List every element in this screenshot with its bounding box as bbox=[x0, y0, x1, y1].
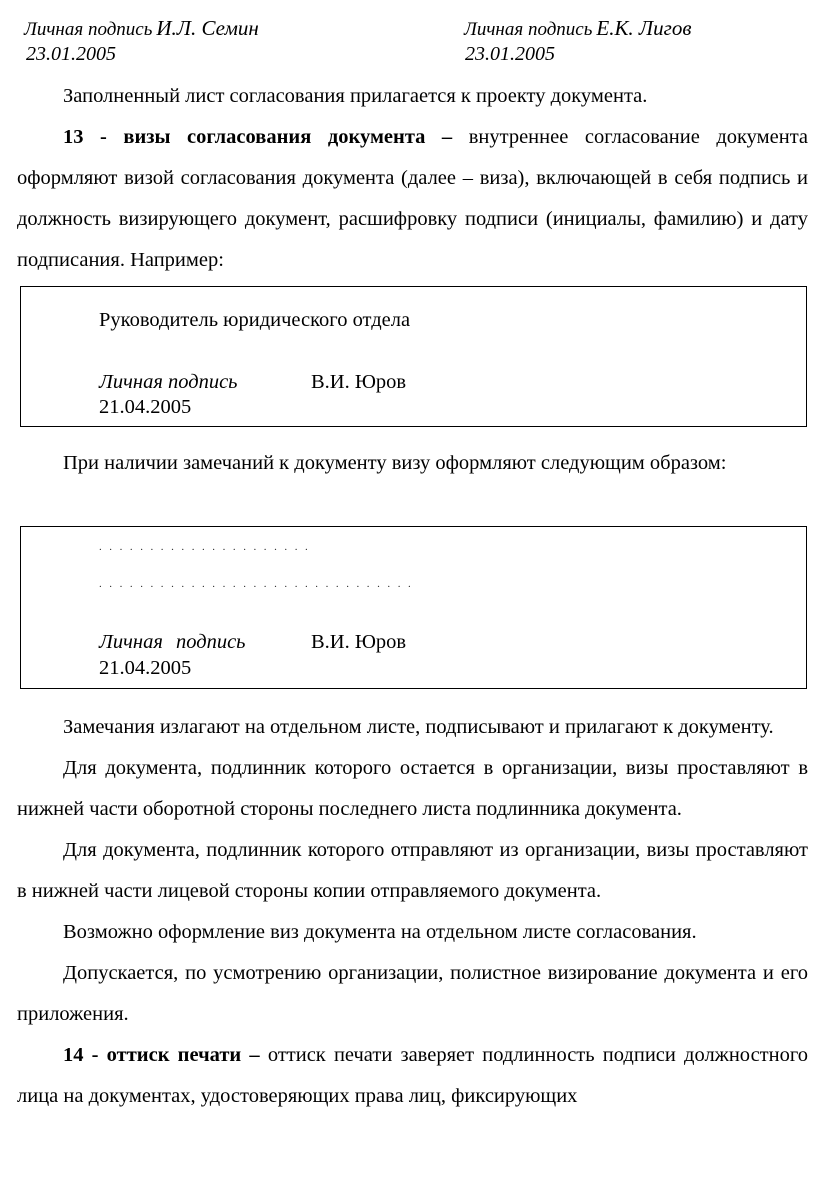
signature-block-left bbox=[24, 16, 259, 41]
remarks-dots-line: . . . . . . . . . . . . . . . . . . . . . bbox=[99, 541, 311, 553]
paragraph-list bbox=[17, 707, 808, 1117]
signature-name: Е.К. Лигов bbox=[596, 16, 692, 40]
section-14-heading: 14 - оттиск печати – bbox=[63, 1044, 260, 1066]
visa-name: В.И. Юров bbox=[311, 371, 407, 393]
paragraph: Допускается, по усмотрению организации, полистное визирование документа и его приложения. bbox=[17, 962, 808, 1025]
paragraph: Для документа, подлинник которого остается в организации, визы проставляют в нижней части оборотной стороны последнего листа подлинника документа. bbox=[17, 757, 808, 820]
section-13-heading: 13 - визы согласования документа – bbox=[63, 126, 453, 148]
signature-label: Личная подпись bbox=[24, 19, 153, 40]
section-13-text: внутреннее согласование документа оформляют визой согласования документа (далее – виза), включающей в себя подпись и должность визирующего документ, расшифровку подписи (инициалы, фамилию) и дату подписания. Например: bbox=[17, 126, 809, 271]
paragraph-remarks-intro bbox=[17, 443, 808, 484]
visa-example-box bbox=[20, 286, 807, 427]
visa-date: 21.04.2005 bbox=[99, 657, 192, 679]
signature-date: 23.01.2005 bbox=[26, 43, 116, 65]
visa-position: Руководитель юридического отдела bbox=[99, 309, 411, 331]
visa-name: В.И. Юров bbox=[311, 631, 407, 653]
paragraph-attached bbox=[17, 76, 808, 117]
paragraph-text: Заполненный лист согласования прилагается к проекту документа. bbox=[63, 85, 648, 107]
section-14 bbox=[17, 1035, 808, 1117]
section-13 bbox=[17, 117, 808, 281]
signature-label: Личная подпись bbox=[464, 19, 593, 40]
visa-signature-label: Личная подпись bbox=[99, 631, 246, 653]
visa-signature-label: Личная подпись bbox=[99, 371, 238, 393]
signature-date: 23.01.2005 bbox=[465, 43, 555, 65]
signature-block-right bbox=[464, 16, 691, 41]
signature-name: И.Л. Семин bbox=[156, 16, 259, 40]
visa-date: 21.04.2005 bbox=[99, 396, 192, 418]
paragraph: Замечания излагают на отдельном листе, подписывают и прилагают к документу. bbox=[63, 716, 774, 738]
paragraph: Для документа, подлинник которого отправляют из организации, визы проставляют в нижней части лицевой стороны копии отправляемого документа. bbox=[17, 839, 808, 902]
paragraph: Возможно оформление виз документа на отдельном листе согласования. bbox=[63, 921, 697, 943]
visa-remarks-box bbox=[20, 526, 807, 689]
paragraph-text: При наличии замечаний к документу визу оформляют следующим образом: bbox=[63, 452, 727, 474]
remarks-dots-line: . . . . . . . . . . . . . . . . . . . . . . . . . . . . . . . bbox=[99, 578, 414, 590]
section-14-text: оттиск печати заверяет подлинность подписи должностного лица на документах, удостоверяющих права лиц, фиксирующих bbox=[17, 1044, 808, 1107]
